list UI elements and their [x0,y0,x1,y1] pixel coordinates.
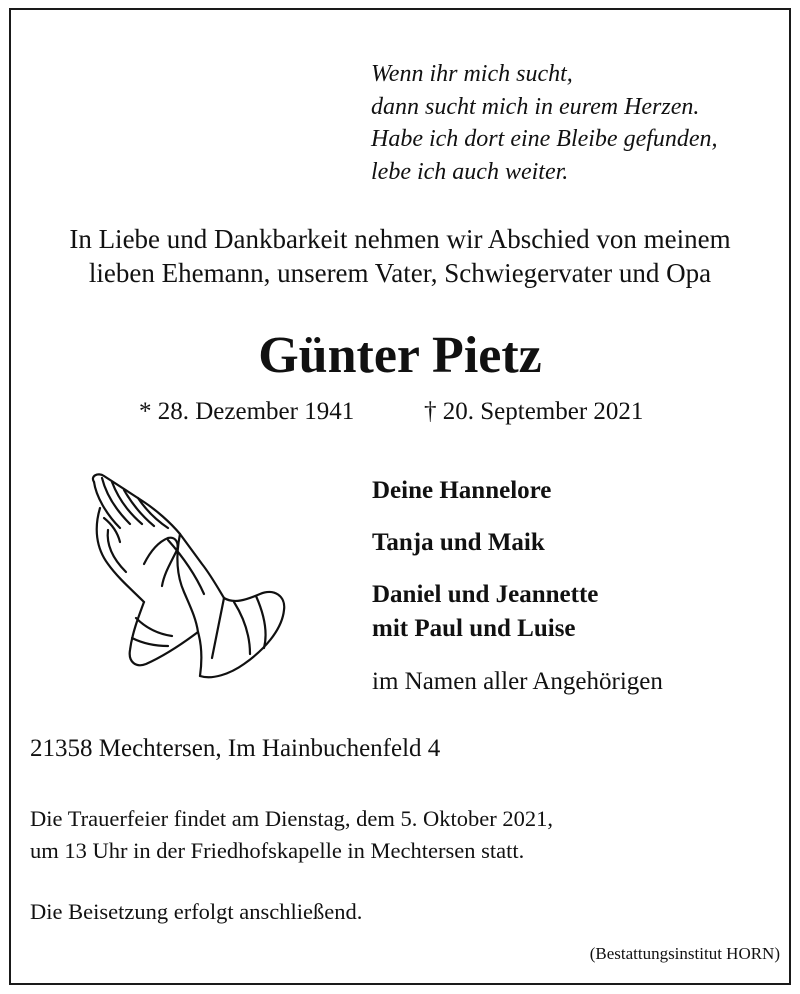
intro-line: In Liebe und Dankbarkeit nehmen wir Abschied von meinem [69,224,731,254]
funeral-line: Die Trauerfeier findet am Dienstag, dem 5. Oktober 2021, [30,806,553,831]
funeral-info [30,803,553,867]
deceased-name: Günter Pietz [258,327,542,384]
intro-line: lieben Ehemann, unserem Vater, Schwiegervater und Opa [88,258,712,288]
family-note: im Namen aller Angehörigen [372,668,663,695]
death-date: † 20. September 2021 [424,398,644,425]
poem-line: Habe ich dort eine Bleibe gefunden, [371,126,718,152]
poem-line: lebe ich auch weiter. [371,158,569,185]
birth-date: * 28. Dezember 1941 [139,398,355,425]
funeral-line: um 13 Uhr in der Friedhofskapelle in Mechtersen statt. [30,838,525,863]
undertaker-credit: (Bestattungsinstitut HORN) [589,944,780,963]
address: 21358 Mechtersen, Im Hainbuchenfeld 4 [30,735,441,762]
poem [371,58,718,188]
poem-line: Wenn ihr mich sucht, [371,61,573,87]
praying-hands-icon [84,468,290,690]
intro-text [0,222,800,290]
mourner-entry: Deine Hannelore [372,477,552,504]
mourner-entry: Tanja und Maik [372,529,545,556]
mourner-entry: mit Paul und Luise [372,615,576,642]
poem-line: dann sucht mich in eurem Herzen. [371,93,700,120]
mourner-entry: Daniel und Jeannette [372,581,599,608]
burial-info: Die Beisetzung erfolgt anschließend. [30,899,363,924]
